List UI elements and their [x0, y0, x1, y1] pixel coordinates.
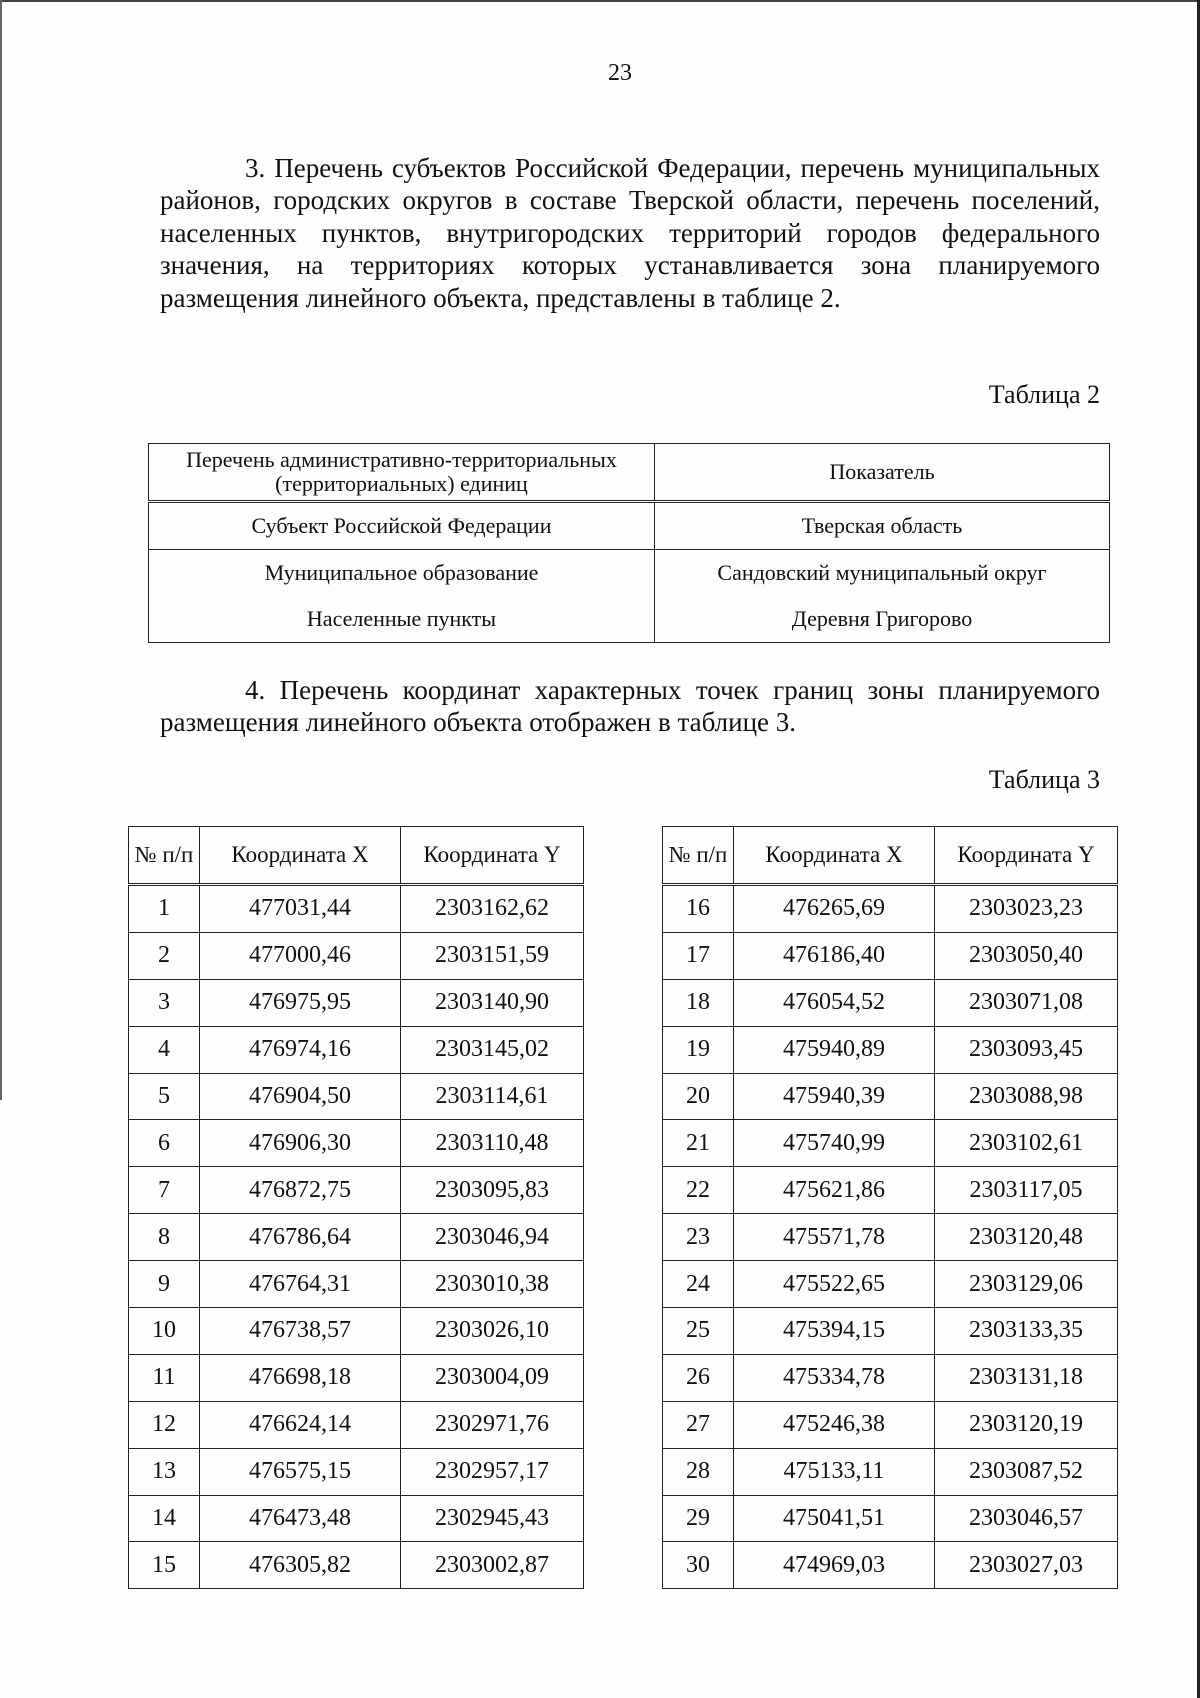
cell-num: 4 [129, 1026, 200, 1073]
table-2-label: Населенные пункты [149, 596, 655, 643]
cell-num: 22 [663, 1167, 734, 1214]
cell-x: 475621,86 [734, 1167, 935, 1214]
cell-y: 2303120,19 [935, 1401, 1118, 1448]
table-row [149, 502, 1110, 550]
table-2-label: Муниципальное образование [149, 550, 655, 597]
cell-x: 476305,82 [200, 1542, 401, 1589]
cell-y: 2303002,87 [401, 1542, 584, 1589]
table-2-header-indicator: Показатель [655, 444, 1110, 502]
cell-y: 2303088,98 [935, 1073, 1118, 1120]
section-3-paragraph [160, 152, 1100, 314]
cell-num: 9 [129, 1261, 200, 1308]
cell-x: 475246,38 [734, 1401, 935, 1448]
table-2-value: Деревня Григорово [655, 596, 1110, 643]
table-row [663, 1308, 1118, 1355]
cell-x: 476872,75 [200, 1167, 401, 1214]
cell-num: 10 [129, 1308, 200, 1355]
table-row [129, 932, 584, 979]
cell-num: 26 [663, 1354, 734, 1401]
table-row [663, 1214, 1118, 1261]
table-row [663, 1261, 1118, 1308]
cell-num: 8 [129, 1214, 200, 1261]
cell-x: 475940,89 [734, 1026, 935, 1073]
table-row [129, 885, 584, 933]
table-row [129, 1354, 584, 1401]
header-x: Координата X [200, 827, 401, 885]
cell-num: 23 [663, 1214, 734, 1261]
table-row [663, 1401, 1118, 1448]
table-2 [148, 443, 1110, 643]
table-row [129, 1214, 584, 1261]
cell-num: 5 [129, 1073, 200, 1120]
cell-num: 24 [663, 1261, 734, 1308]
cell-y: 2303133,35 [935, 1308, 1118, 1355]
table-row [149, 596, 1110, 643]
header-y: Координата Y [935, 827, 1118, 885]
table-row [129, 1073, 584, 1120]
cell-y: 2303110,48 [401, 1120, 584, 1167]
table-2-label: Субъект Российской Федерации [149, 502, 655, 550]
cell-x: 476054,52 [734, 979, 935, 1026]
cell-x: 475334,78 [734, 1354, 935, 1401]
table-row [663, 1026, 1118, 1073]
cell-y: 2303120,48 [935, 1214, 1118, 1261]
table-3-caption: Таблица 3 [988, 765, 1100, 794]
cell-num: 1 [129, 885, 200, 933]
cell-x: 476904,50 [200, 1073, 401, 1120]
cell-y: 2303071,08 [935, 979, 1118, 1026]
cell-num: 13 [129, 1448, 200, 1495]
cell-y: 2303145,02 [401, 1026, 584, 1073]
table-row [129, 1448, 584, 1495]
cell-num: 6 [129, 1120, 200, 1167]
cell-x: 476575,15 [200, 1448, 401, 1495]
cell-y: 2302945,43 [401, 1495, 584, 1542]
cell-x: 477000,46 [200, 932, 401, 979]
table-row [129, 979, 584, 1026]
cell-y: 2302971,76 [401, 1401, 584, 1448]
cell-x: 476265,69 [734, 885, 935, 933]
table-3-left [128, 826, 584, 1589]
table-row [129, 1261, 584, 1308]
table-row [663, 1073, 1118, 1120]
cell-y: 2303131,18 [935, 1354, 1118, 1401]
scan-edge-left [0, 0, 2, 1100]
cell-num: 7 [129, 1167, 200, 1214]
cell-num: 16 [663, 885, 734, 933]
cell-num: 30 [663, 1542, 734, 1589]
table-row [129, 1401, 584, 1448]
cell-num: 3 [129, 979, 200, 1026]
table-row [129, 1308, 584, 1355]
cell-y: 2302957,17 [401, 1448, 584, 1495]
section-4-paragraph [160, 674, 1100, 739]
cell-y: 2303027,03 [935, 1542, 1118, 1589]
cell-x: 476906,30 [200, 1120, 401, 1167]
cell-num: 12 [129, 1401, 200, 1448]
cell-x: 475041,51 [734, 1495, 935, 1542]
table-row [129, 1167, 584, 1214]
cell-y: 2303046,94 [401, 1214, 584, 1261]
table-3-right [662, 826, 1118, 1589]
table-row [663, 1542, 1118, 1589]
cell-y: 2303140,90 [401, 979, 584, 1026]
table-3-left-body [129, 885, 584, 1589]
table-3-header-row [129, 827, 584, 885]
cell-x: 476624,14 [200, 1401, 401, 1448]
cell-y: 2303010,38 [401, 1261, 584, 1308]
cell-x: 476975,95 [200, 979, 401, 1026]
cell-y: 2303026,10 [401, 1308, 584, 1355]
table-row [663, 1354, 1118, 1401]
cell-num: 29 [663, 1495, 734, 1542]
cell-y: 2303046,57 [935, 1495, 1118, 1542]
cell-y: 2303023,23 [935, 885, 1118, 933]
cell-y: 2303093,45 [935, 1026, 1118, 1073]
cell-x: 476473,48 [200, 1495, 401, 1542]
cell-num: 14 [129, 1495, 200, 1542]
cell-y: 2303004,09 [401, 1354, 584, 1401]
cell-x: 477031,44 [200, 885, 401, 933]
header-num: № п/п [129, 827, 200, 885]
table-2-caption: Таблица 2 [988, 380, 1100, 409]
page-number: 23 [608, 60, 632, 86]
cell-num: 25 [663, 1308, 734, 1355]
table-row [129, 1495, 584, 1542]
cell-num: 27 [663, 1401, 734, 1448]
cell-num: 17 [663, 932, 734, 979]
cell-num: 11 [129, 1354, 200, 1401]
cell-x: 476786,64 [200, 1214, 401, 1261]
cell-num: 19 [663, 1026, 734, 1073]
table-row [149, 550, 1110, 597]
cell-x: 475571,78 [734, 1214, 935, 1261]
cell-x: 474969,03 [734, 1542, 935, 1589]
cell-x: 475740,99 [734, 1120, 935, 1167]
cell-y: 2303129,06 [935, 1261, 1118, 1308]
table-row [663, 1495, 1118, 1542]
cell-y: 2303162,62 [401, 885, 584, 933]
cell-num: 21 [663, 1120, 734, 1167]
table-2-value: Тверская область [655, 502, 1110, 550]
table-row [663, 885, 1118, 933]
cell-num: 20 [663, 1073, 734, 1120]
table-2-header-row [149, 444, 1110, 502]
section-4-text: Перечень координат характерных точек границ зоны планируемого размещения линейного объекта отображен в таблице 3. [160, 675, 1100, 738]
table-3-right-body [663, 885, 1118, 1589]
section-3-text: Перечень субъектов Российской Федерации, перечень муниципальных районов, городских округов в составе Тверской области, перечень поселений, населенных пунктов, внутригородских территорий городов федерального значения, на территориях которых устанавливается зона планируемого размещения линейного объекта, представлены в таблице 2. [160, 153, 1100, 313]
table-2-value: Сандовский муниципальный округ [655, 550, 1110, 597]
table-row [663, 979, 1118, 1026]
table-3-header-row [663, 827, 1118, 885]
cell-y: 2303050,40 [935, 932, 1118, 979]
cell-y: 2303087,52 [935, 1448, 1118, 1495]
table-2-header-units: Перечень административно-территориальных (территориальных) единиц [149, 444, 655, 502]
header-num: № п/п [663, 827, 734, 885]
cell-num: 28 [663, 1448, 734, 1495]
cell-y: 2303151,59 [401, 932, 584, 979]
cell-x: 476974,16 [200, 1026, 401, 1073]
scan-edge-top [0, 0, 1200, 2]
header-y: Координата Y [401, 827, 584, 885]
section-3-number: 3. [245, 153, 266, 183]
cell-num: 2 [129, 932, 200, 979]
cell-x: 476764,31 [200, 1261, 401, 1308]
cell-x: 476698,18 [200, 1354, 401, 1401]
cell-x: 475940,39 [734, 1073, 935, 1120]
cell-x: 475522,65 [734, 1261, 935, 1308]
table-row [663, 1120, 1118, 1167]
cell-num: 15 [129, 1542, 200, 1589]
table-row [663, 932, 1118, 979]
table-row [129, 1120, 584, 1167]
cell-x: 476186,40 [734, 932, 935, 979]
table-row [663, 1448, 1118, 1495]
cell-y: 2303117,05 [935, 1167, 1118, 1214]
cell-y: 2303114,61 [401, 1073, 584, 1120]
section-4-number: 4. [245, 675, 266, 705]
cell-y: 2303102,61 [935, 1120, 1118, 1167]
table-row [663, 1167, 1118, 1214]
table-row [129, 1026, 584, 1073]
cell-x: 475394,15 [734, 1308, 935, 1355]
cell-x: 475133,11 [734, 1448, 935, 1495]
header-x: Координата X [734, 827, 935, 885]
cell-num: 18 [663, 979, 734, 1026]
cell-x: 476738,57 [200, 1308, 401, 1355]
table-row [129, 1542, 584, 1589]
cell-y: 2303095,83 [401, 1167, 584, 1214]
